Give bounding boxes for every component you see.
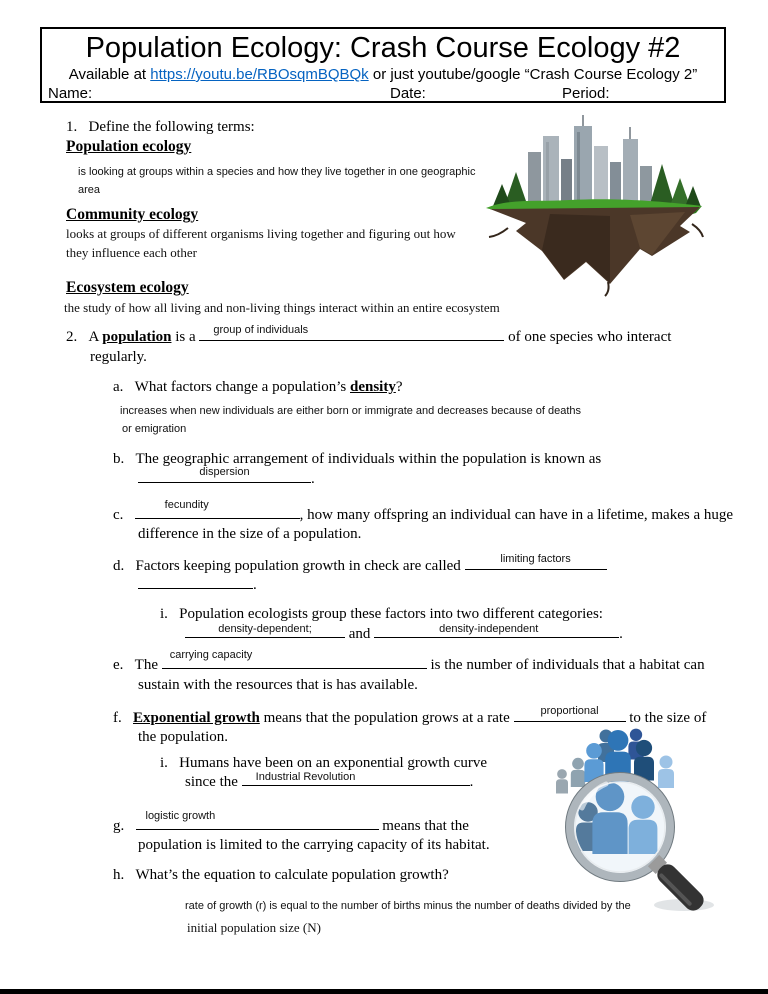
q2di-answer-density-independent: density-independent — [439, 623, 539, 635]
q2e-tail: is the number of individuals that a habitat can — [426, 657, 705, 673]
q2e-lead: e. The — [113, 657, 162, 673]
q2a-tail: ? — [395, 379, 403, 395]
q2c-line2: difference in the size of a population. — [138, 526, 362, 542]
q2fi-line2 — [185, 773, 473, 792]
term-ecosystem-ecology — [66, 278, 189, 298]
period-field-label: Period: — [562, 85, 610, 102]
term-population-ecology — [66, 137, 191, 157]
availability-suffix: or just youtube/google “Crash Course Ecology 2” — [368, 66, 698, 83]
q2b-line1: b. The geographic arrangement of individuals within the population is known as — [113, 451, 602, 467]
q2d-fill-in-blank-continued — [138, 588, 253, 589]
q2f-mid: means that the population grows at a rate — [259, 710, 514, 726]
q2b-tail: . — [311, 471, 315, 487]
q2-mid: is a — [171, 329, 200, 345]
q2g-fill-in-blank — [136, 810, 379, 830]
ecosystem-ecology-answer: the study of how all living and non-living things interact within an entire ecosystem — [64, 300, 500, 315]
q2-lead: 2. A — [66, 329, 103, 345]
q2c-fill-in-blank — [135, 499, 300, 519]
q2di-line1: i. Population ecologists group these factors into two different categories: — [160, 606, 603, 622]
q2f-fill-in-blank — [514, 705, 626, 722]
q2c-line1 — [113, 499, 734, 525]
magnifier-svg — [548, 724, 723, 914]
q2f-line2: the population. — [138, 729, 228, 745]
q2-term-population: population — [102, 329, 172, 345]
q2g-line1 — [113, 810, 469, 836]
page-title: Population Ecology: Crash Course Ecology #2 — [85, 32, 681, 64]
community-ecology-answer-line1: looks at groups of different organisms living together and figuring out how — [66, 226, 456, 241]
q2b-line2 — [138, 466, 315, 489]
q2di-answer-density-dependent: density-dependent; — [218, 623, 312, 635]
q2f-answer-proportional: proportional — [540, 705, 599, 717]
q2-answer-group-of-individuals: group of individuals — [213, 324, 309, 336]
q2f-lead: f. — [113, 710, 133, 726]
student-fields-row — [42, 85, 724, 105]
q2d-lead: d. Factors keeping population growth in check are called — [113, 558, 465, 574]
floating-island-svg — [480, 112, 708, 300]
q2a-answer-line2: or emigration — [122, 423, 187, 435]
q2e-fill-in-blank — [162, 649, 427, 669]
q2d-line1 — [113, 553, 607, 576]
q2g-line2: population is limited to the carrying capacity of its habitat. — [138, 837, 490, 853]
floating-island-illustration — [480, 112, 708, 305]
q2di-fill-in-blank-2 — [374, 623, 619, 638]
term-ecosystem-ecology-label: Ecosystem ecology — [66, 279, 189, 296]
q2h-answer-line1: rate of growth (r) is equal to the number of births minus the number of deaths divided by the — [185, 900, 631, 912]
q2d-answer-limiting-factors: limiting factors — [500, 553, 571, 565]
q2fi-fill-in-blank — [242, 771, 470, 786]
worksheet-header — [40, 27, 726, 103]
q2h-line: h. What’s the equation to calculate population growth? — [113, 867, 449, 883]
q2fi-tail: . — [469, 774, 474, 790]
q2f-term-exponential-growth: Exponential growth — [133, 710, 260, 726]
population-ecology-answer-line2: area — [78, 184, 101, 196]
q2d-fill-in-blank — [465, 553, 607, 570]
q2e-answer-carrying-capacity: carrying capacity — [169, 649, 253, 661]
term-community-ecology — [66, 205, 198, 225]
magnifying-glass-icon — [566, 773, 707, 914]
q2c-answer-fecundity: fecundity — [164, 499, 209, 511]
term-community-ecology-label: Community ecology — [66, 206, 199, 223]
term-population-ecology-label: Population ecology — [66, 138, 192, 155]
q2c-tail: , how many offspring an individual can have in a lifetime, makes a huge — [299, 507, 734, 523]
q2a-term-density: density — [350, 379, 396, 395]
q2di-mid: and — [345, 626, 375, 642]
q2h-answer-line2: initial population size (N) — [187, 920, 321, 935]
q2fi-answer-industrial-revolution: Industrial Revolution — [255, 771, 356, 783]
q2-tail: of one species who interact — [504, 329, 672, 345]
q2di-line2 — [185, 625, 623, 644]
q2e-line1 — [113, 649, 705, 675]
q1-prompt: 1. Define the following terms: — [66, 119, 255, 135]
community-ecology-answer-line2: they influence each other — [66, 245, 198, 260]
q2d-line2 — [138, 576, 257, 595]
name-field-label: Name: — [48, 85, 93, 102]
q2fi-line1: i. Humans have been on an exponential growth curve — [160, 755, 487, 771]
q2di-fill-in-blank-1 — [185, 623, 345, 638]
q2e-line2: sustain with the resources that is has available. — [138, 677, 418, 693]
island-earth-underside — [489, 207, 703, 296]
q2f-tail: to the size of — [625, 710, 707, 726]
availability-line — [42, 65, 724, 84]
q2d-tail: . — [253, 577, 257, 593]
q2-line2: regularly. — [90, 349, 147, 365]
q2di-tail: . — [619, 626, 623, 642]
availability-prefix: Available at — [68, 66, 151, 83]
q2a-line — [113, 378, 403, 397]
q2a-lead: a. What factors change a population’s — [113, 379, 350, 395]
q2g-answer-logistic-growth: logistic growth — [145, 810, 216, 822]
q2-fill-in-blank — [199, 324, 504, 341]
q2fi-lead: since the — [185, 774, 242, 790]
q2a-answer-line1: increases when new individuals are either born or immigrate and decreases because of deaths — [120, 405, 582, 417]
page-bottom-edge — [0, 989, 768, 994]
city-skyline-icon — [528, 115, 652, 204]
video-link[interactable]: https://youtu.be/RBOsqmBQBQk — [150, 66, 369, 83]
q2c-lead: c. — [113, 507, 135, 523]
q2g-tail: means that the — [378, 818, 469, 834]
q2b-answer-dispersion: dispersion — [199, 466, 250, 478]
q2b-fill-in-blank — [138, 466, 311, 483]
population-ecology-answer-line1: is looking at groups within a species and how they live together in one geographic — [78, 166, 476, 178]
magnifier-population-illustration — [548, 724, 723, 919]
date-field-label: Date: — [390, 85, 426, 102]
q2-line1 — [66, 324, 672, 347]
q2g-lead: g. — [113, 818, 136, 834]
